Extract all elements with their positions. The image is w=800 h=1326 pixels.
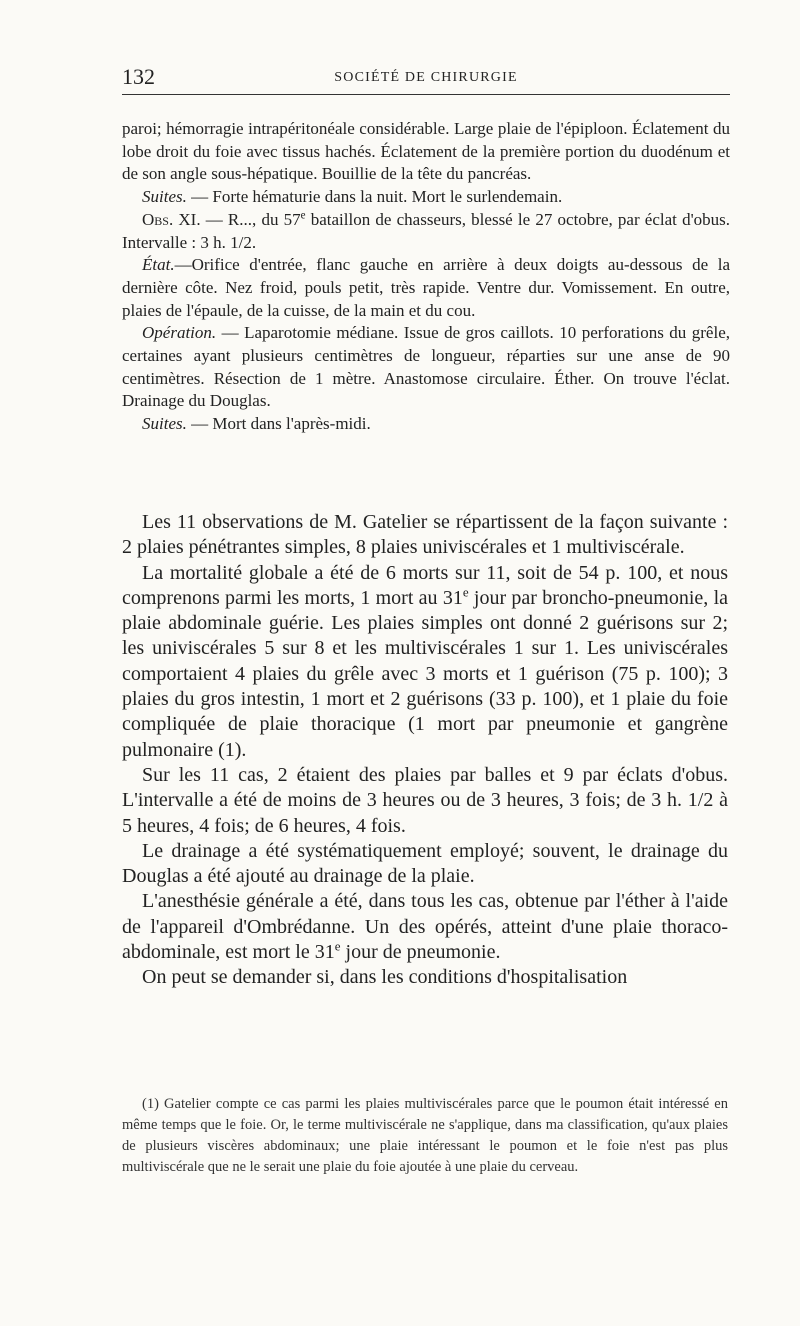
footnote <box>122 1094 728 1178</box>
body-paragraph: Les 11 observations de M. Gatelier se répartissent de la façon suivante : 2 plaies pénétrantes simples, 8 plaies univiscérales et 1 multiviscérale. <box>122 511 728 559</box>
case-paragraph <box>122 118 730 186</box>
case-text: —Orifice d'entrée, flanc gauche en arrière à deux doigts au-dessous de la dernière côte. Nez froid, pouls petit, très rapide. Ventre dur. Vomissement. En outre, plaies de l'épaule, de la cuisse, de la main et du cou. <box>122 255 730 320</box>
body-paragraph <box>122 889 728 965</box>
case-text: bataillon de chasseurs, blessé le 27 octobre, par éclat d'obus. Intervalle : 3 h. 1/2. <box>122 209 730 252</box>
body-paragraph: On peut se demander si, dans les conditions d'hospitalisation <box>142 966 628 989</box>
case-label: Suites. <box>142 187 187 207</box>
running-head: SOCIÉTÉ DE CHIRURGIE <box>334 70 518 85</box>
page-number: 132 <box>122 64 155 89</box>
body-text: jour de pneumonie. <box>340 941 501 964</box>
body-paragraph: Le drainage a été systématiquement employé; souvent, le drainage du Douglas a été ajouté au drainage de la plaie. <box>122 839 728 888</box>
case-report-block <box>122 118 730 436</box>
case-label: Opération. <box>142 323 217 343</box>
case-text: — Mort dans l'après-midi. <box>186 414 371 434</box>
case-paragraph <box>122 322 730 413</box>
case-label: État. <box>142 255 175 275</box>
case-paragraph <box>122 186 730 209</box>
superscript: e <box>300 209 306 222</box>
case-label: Suites. <box>142 414 187 434</box>
superscript: e <box>462 584 469 600</box>
case-text: — Laparotomie médiane. Issue de gros caillots. 10 perforations du grêle, certaines ayant plusieurs centimètres de longueur, réparties sur une anse de 90 centimètres. Résection de 1 mètre. Anastomose circulaire. Éther. On trouve l'éclat. Drainage du Douglas. <box>122 323 730 411</box>
case-paragraph <box>122 413 730 436</box>
case-paragraph <box>122 209 730 254</box>
case-text: — R..., du 57 <box>200 209 301 229</box>
main-text-block <box>122 510 728 991</box>
case-text: — Forte hématurie dans la nuit. Mort le surlendemain. <box>186 187 563 207</box>
body-text: jour par broncho-pneumonie, la plaie abdominale guérie. Les plaies simples ont donné 2 guérisons sur 2; les univiscérales 5 sur 8 et les multiviscérales 1 sur 1. Les univiscérales comportaient 4 plaies du grêle avec 3 morts et 1 guérison (75 p. 100); 3 plaies du gros intestin, 1 mort et 2 guérisons (33 p. 100), et 1 plaie du foie compliquée de plaie thoracique (1 mort par pneumonie et gangrène pulmonaire (1). <box>122 586 728 761</box>
observation-label: Obs. XI. <box>142 209 201 229</box>
body-paragraph: Sur les 11 cas, 2 étaient des plaies par balles et 9 par éclats d'obus. L'intervalle a été de moins de 3 heures ou de 3 heures, 3 fois; de 3 h. 1/2 à 5 heures, 4 fois; de 6 heures, 4 fois. <box>122 763 728 837</box>
case-paragraph <box>122 254 730 322</box>
body-paragraph <box>122 561 728 763</box>
footnote-text: (1) Gatelier compte ce cas parmi les plaies multiviscérales parce que le poumon était intéressé en même temps que le foie. Or, le terme multiviscérale ne s'applique, dans ma classification, qu'aux plaies de plusieurs viscères abdominaux; une plaie intéressant le poumon et le foie n'est pas plus multiviscérale que ne le serait une plaie du foie ajoutée à une plaie du cerveau. <box>122 1096 728 1175</box>
case-text: paroi; hémorragie intrapéritonéale considérable. Large plaie de l'épiploon. Éclatement du lobe droit du foie avec tissus hachés. Éclatement de la première portion du duodénum et de son angle sous-hépatique. Bouillie de la tête du pancréas. <box>122 119 730 184</box>
superscript: e <box>334 938 341 954</box>
body-text: La mortalité globale a été de 6 morts sur 11, soit de 54 p. 100, et nous comprenons parmi les morts, 1 mort au 31 <box>122 561 728 609</box>
body-text: L'anesthésie générale a été, dans tous les cas, obtenue par l'éther à l'aide de l'appareil d'Ombrédanne. Un des opérés, atteint d'une plaie thoraco-abdominale, est mort le 31 <box>122 890 728 964</box>
page-header <box>122 64 730 95</box>
